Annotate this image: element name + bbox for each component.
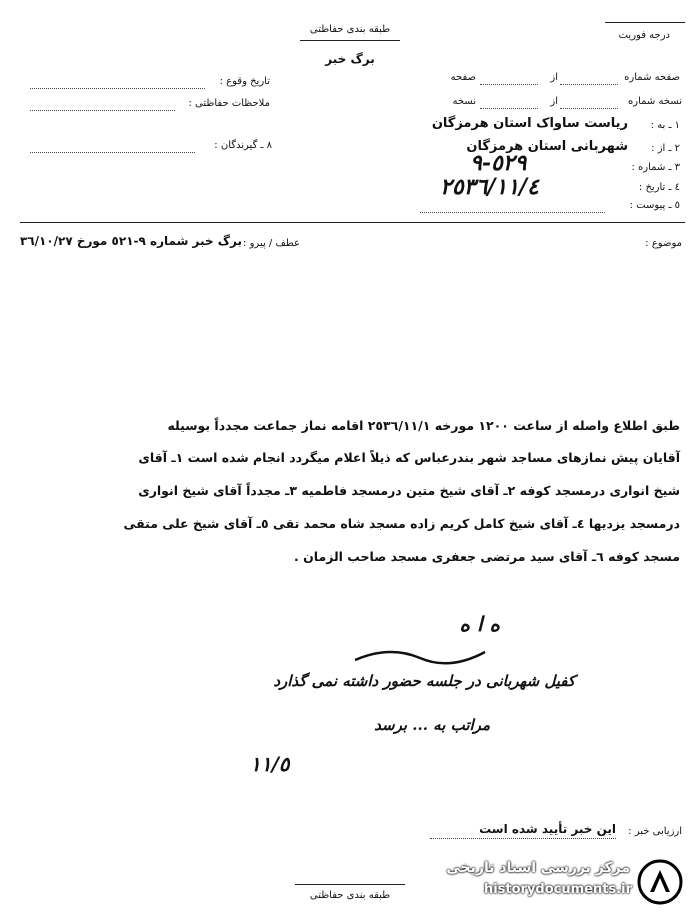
to-value: ریاست ساواک استان هرمزگان [431,116,628,131]
security-notes-label: ملاحظات حفاظتی : [188,98,270,109]
header-separator [20,222,685,223]
handwritten-line-4: ١١/٥ [250,752,290,776]
evaluation-value: این خبر تأیید شده است [479,822,616,836]
from-value: شهربانی استان هرمزگان [466,139,628,154]
watermark-center-name: مرکز بررسی اسناد تاریخی [446,860,630,876]
body-line-1: طبق اطلاع واصله از ساعت ١٢٠٠ مورخه ٢٥٣٦/١١/١ اقامه نماز جماعت مجدداً بوسیله [167,418,680,433]
date-label: ٤ ـ تاریخ : [638,182,680,193]
reference-label: عطف / پیرو : [243,238,300,249]
from-label: ٢ ـ از : [651,143,680,154]
page-unit-label: صفحه [450,72,476,83]
evaluation-label: ارزیابی خبر : [628,826,682,837]
copy-number-label: نسخه شماره [628,96,682,107]
handwritten-line-1: ه ا ه [459,612,500,636]
number-label: ٣ ـ شماره : [631,162,680,173]
classification-top-underline [300,40,400,41]
attachment-label: ٥ ـ پیوست : [629,200,680,211]
page-number-label: صفحه شماره [624,72,680,83]
page-from-label: از [550,72,558,83]
body-line-3: شیخ انواری درمسجد کوفه ٢ـ آقای شیخ متین درمسجد فاطمیه ٣ـ مجدداً آقای شیخ انواری [138,483,680,498]
subject-label: موضوع : [645,238,682,249]
classification-top: طبقه بندی حفاظتی [309,24,391,35]
date-of-event-label: تاریخ وقوع : [219,76,270,87]
date-value: ٢٥٣٦/١١/٤ [440,174,539,200]
number-value: ٥٢٩-٩ [470,150,527,176]
form-title: برگ خبر [325,52,375,66]
body-line-4: درمسجد یزدیها ٤ـ آقای شیخ کامل کریم زاده مسجد شاه محمد تقی ٥ـ آقای شیخ علی متقی [123,516,680,531]
priority-label: درجه فوریت [618,30,670,41]
body-line-2: آقایان پیش نمازهای مساجد شهر بندرعباس که ذیلاً اعلام میگردد انجام شده است ١ـ آقای [138,450,680,465]
copy-from-label: از [550,96,558,107]
reference-value: برگ خبر شماره ٩-٥٢١ مورخ ٣٦/١٠/٢٧ [19,234,242,248]
copy-unit-label: نسخه [452,96,476,107]
historydocuments-logo-icon [636,858,684,906]
handwritten-stroke-icon [350,640,490,670]
handwritten-line-2: کفیل شهربانی در جلسه حضور داشته نمی گذارد [273,672,575,690]
recipients-label: ٨ ـ گیرندگان : [214,140,272,151]
classification-bottom: طبقه بندی حفاظتی [309,890,391,901]
watermark-url: historydocuments.ir [483,882,632,897]
handwritten-line-3: مراتب به ... برسد [374,716,490,734]
to-label: ١ ـ به : [650,120,680,131]
classification-bottom-line [295,884,405,885]
priority-top-line [605,22,685,23]
body-line-5: مسجد کوفه ٦ـ آقای سید مرتضی جعفری مسجد صاحب الزمان . [294,549,680,564]
